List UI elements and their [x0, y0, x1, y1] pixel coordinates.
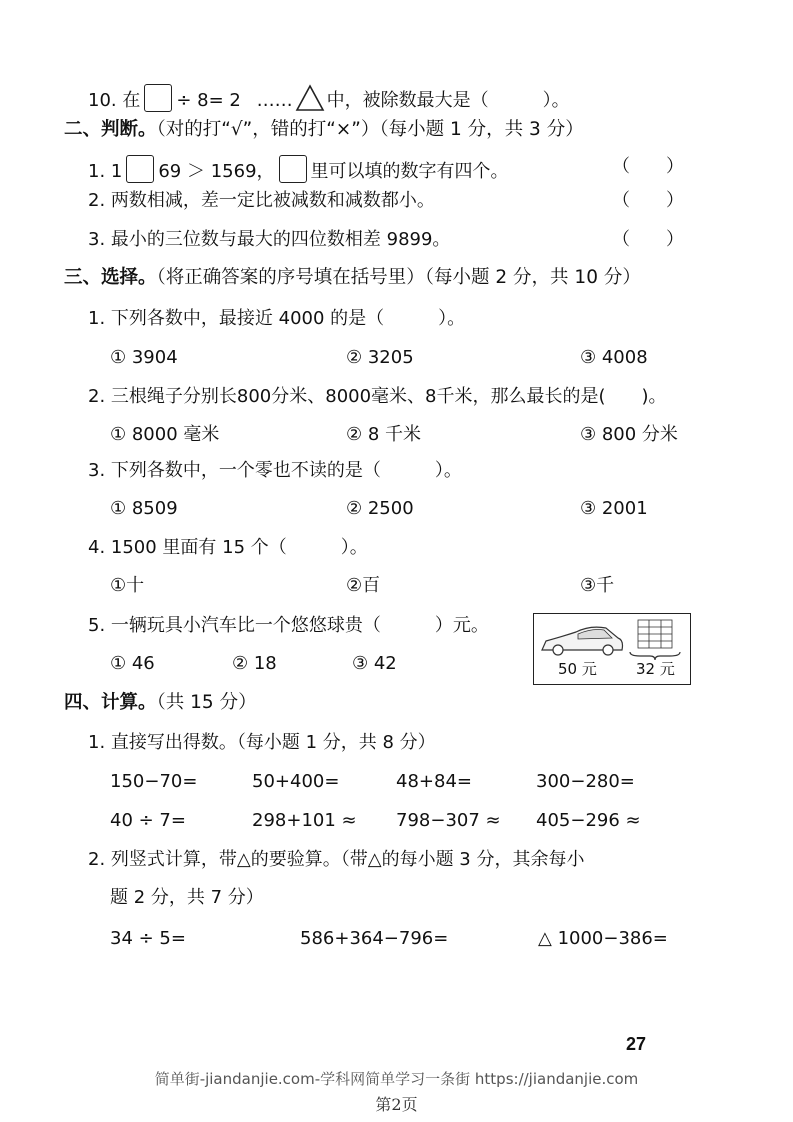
yoyo-price-label: 32 元	[636, 660, 675, 678]
car-price-label: 50 元	[558, 660, 597, 678]
option: ③ 800 分米	[580, 424, 678, 445]
calc-item: 300−280=	[536, 771, 635, 792]
option: ①十	[110, 575, 145, 596]
option: ② 8 千米	[346, 424, 422, 445]
answer-paren: （ ）	[612, 229, 684, 250]
answer-paren: （ ）	[612, 156, 684, 177]
calc-item: 34 ÷ 5=	[110, 928, 186, 949]
footer-page-label: 第2页	[375, 1095, 418, 1114]
blank-box	[126, 155, 154, 183]
option: ① 46	[110, 653, 155, 674]
blank-box	[144, 84, 172, 112]
option: ① 3904	[110, 347, 178, 368]
option: ③ 2001	[580, 498, 648, 519]
option: ② 3205	[346, 347, 414, 368]
calc-item: 150−70=	[110, 771, 198, 792]
triangle-icon	[295, 84, 325, 112]
calc-item: 298+101 ≈	[252, 810, 357, 831]
blank-box	[279, 155, 307, 183]
calc-item: 48+84=	[396, 771, 472, 792]
choice-question-3: 3. 下列各数中，一个零也不读的是（ ）。	[88, 460, 462, 481]
judge-item-3: 3. 最小的三位数与最大的四位数相差 9899。	[88, 229, 451, 250]
section-3-heading: 三、选择。（将正确答案的序号填在括号里）（每小题 2 分，共 10 分）	[64, 267, 641, 288]
calc-item: 50+400=	[252, 771, 340, 792]
option: ③ 42	[352, 653, 397, 674]
question-10: 10. 在 ÷ 8= 2 …… 中，被除数最大是（ ）。	[88, 84, 570, 113]
section-4-heading: 四、计算。（共 15 分）	[64, 692, 257, 713]
calc-question-2: 2. 列竖式计算，带△的要验算。（带△的每小题 3 分，其余每小	[88, 849, 585, 870]
footer-watermark: 简单街-jiandanjie.com-学科网简单学习一条街 https://jiandanjie.com	[154, 1070, 639, 1088]
judge-item-1: 1. 1 69 ＞ 1569， 里可以填的数字有四个。	[88, 155, 509, 184]
calc-question-2-cont: 题 2 分，共 7 分）	[110, 887, 264, 908]
yoyo-icon	[638, 620, 672, 648]
choice-question-1: 1. 下列各数中，最接近 4000 的是（ ）。	[88, 308, 466, 329]
section-2-heading: 二、判断。（对的打“√”，错的打“×”）（每小题 1 分，共 3 分）	[64, 119, 584, 140]
calc-question-1: 1. 直接写出得数。（每小题 1 分，共 8 分）	[88, 732, 436, 753]
option: ② 18	[232, 653, 277, 674]
option: ① 8000 毫米	[110, 424, 220, 445]
choice-question-2: 2. 三根绳子分别长800分米、8000毫米、8千米，那么最长的是( )。	[88, 386, 667, 407]
option: ① 8509	[110, 498, 178, 519]
price-illustration	[533, 613, 691, 685]
calc-item: 586+364−796=	[300, 928, 449, 949]
option: ②百	[346, 575, 381, 596]
choice-question-5: 5. 一辆玩具小汽车比一个悠悠球贵（ ）元。	[88, 615, 489, 636]
calc-item: 405−296 ≈	[536, 810, 641, 831]
option: ② 2500	[346, 498, 414, 519]
page-number: 27	[626, 1034, 647, 1054]
judge-item-2: 2. 两数相减，差一定比被减数和减数都小。	[88, 190, 435, 211]
calc-item: △ 1000−386=	[538, 928, 668, 949]
option: ③ 4008	[580, 347, 648, 368]
option: ③千	[580, 575, 615, 596]
answer-paren: （ ）	[612, 190, 684, 211]
calc-item: 40 ÷ 7=	[110, 810, 186, 831]
choice-question-4: 4. 1500 里面有 15 个（ ）。	[88, 537, 368, 558]
calc-item: 798−307 ≈	[396, 810, 501, 831]
